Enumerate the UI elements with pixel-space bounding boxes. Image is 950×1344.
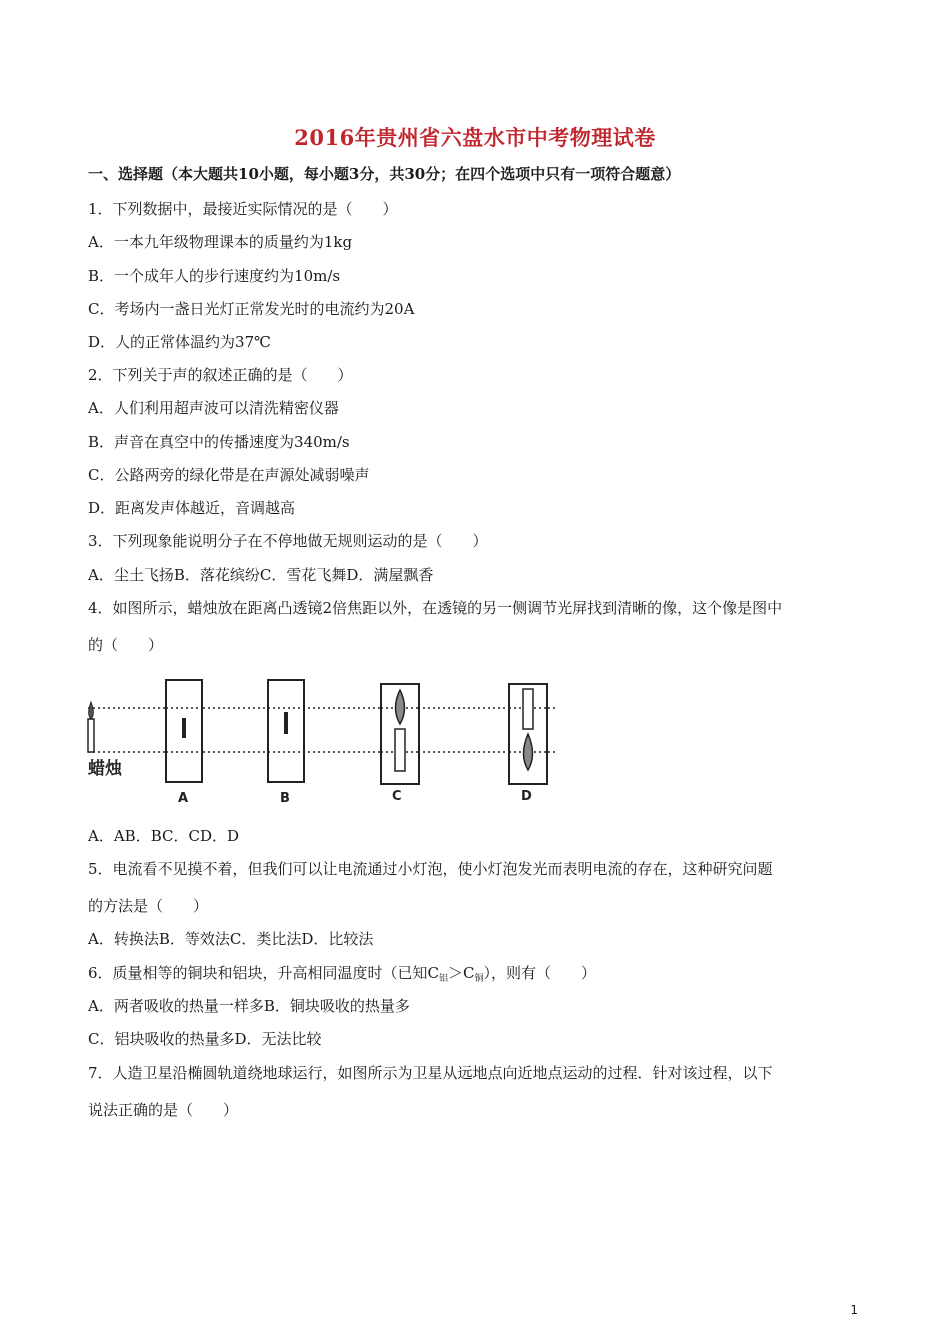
section-heading: 一、选择题（本大题共10小题，每小题3分，共30分；在四个选项中只有一项符合题意）	[88, 165, 681, 183]
screen-c	[381, 684, 419, 784]
question-5-options: A．转换法B．等效法C．类比法D．比较法	[88, 930, 374, 948]
question-6-options-line1: A．两者吸收的热量一样多B．铜块吸收的热量多	[88, 997, 410, 1015]
question-2-option-b: B．声音在真空中的传播速度为340m/s	[88, 433, 350, 451]
question-6-stem: 6．质量相等的铜块和铝块，升高相同温度时（已知$C_铝>C_铜$），则有（ ）	[88, 964, 597, 984]
page-title: 2016年贵州省六盘水市中考物理试卷	[294, 125, 656, 150]
question-1-option-c: C．考场内一盏日光灯正常发光时的电流约为20A	[88, 300, 415, 318]
page-number: 1	[850, 1303, 858, 1317]
screen-a	[166, 680, 202, 782]
question-1-option-a: A．一本九年级物理课本的质量约为1kg	[88, 233, 353, 251]
candle-icon	[88, 702, 94, 752]
lens-image-figure	[86, 672, 566, 812]
question-4-stem-line2: 的（ ）	[88, 636, 164, 654]
question-7-stem-line2: 说法正确的是（ ）	[88, 1101, 239, 1119]
question-2-option-c: C．公路两旁的绿化带是在声源处减弱噪声	[88, 466, 370, 484]
question-5-stem-line2: 的方法是（ ）	[88, 897, 209, 915]
question-2-option-d: D．距离发声体越近，音调越高	[88, 499, 296, 517]
candle-label: 蜡烛	[88, 759, 122, 779]
question-4-stem-line1: 4．如图所示，蜡烛放在距离凸透镜2倍焦距以外，在透镜的另一侧调节光屏找到清晰的像，这个像是图中	[88, 599, 783, 617]
question-6-options-line2: C．铝块吸收的热量多D．无法比较	[88, 1030, 322, 1048]
question-7-stem-line1: 7．人造卫星沿椭圆轨道绕地球运行，如图所示为卫星从远地点向近地点运动的过程．针对该过程，以下	[88, 1064, 773, 1082]
question-5-stem-line1: 5．电流看不见摸不着，但我们可以让电流通过小灯泡，使小灯泡发光而表明电流的存在，这种研究问题	[88, 860, 773, 878]
question-2-stem: 2．下列关于声的叙述正确的是（ ）	[88, 366, 353, 384]
screen-b-label: B	[280, 791, 290, 806]
screen-a-label: A	[178, 791, 189, 806]
question-1-option-b: B．一个成年人的步行速度约为10m/s	[88, 267, 341, 285]
question-3-options: A．尘土飞扬B．落花缤纷C．雪花飞舞D．满屋飘香	[88, 566, 434, 584]
screen-c-label: C	[392, 789, 402, 804]
subscript-aluminum: 铝	[439, 974, 449, 984]
screen-b	[268, 680, 304, 782]
question-1-stem: 1．下列数据中，最接近实际情况的是（ ）	[88, 200, 398, 218]
screen-d	[509, 684, 547, 784]
screen-d-label: D	[521, 789, 532, 804]
question-2-option-a: A．人们利用超声波可以清洗精密仪器	[88, 399, 339, 417]
question-3-stem: 3．下列现象能说明分子在不停地做无规则运动的是（ ）	[88, 532, 488, 550]
question-1-option-d: D．人的正常体温约为37℃	[88, 333, 271, 351]
subscript-copper: 铜	[474, 974, 484, 984]
question-4-options: A．AB．BC．CD．D	[88, 827, 239, 845]
